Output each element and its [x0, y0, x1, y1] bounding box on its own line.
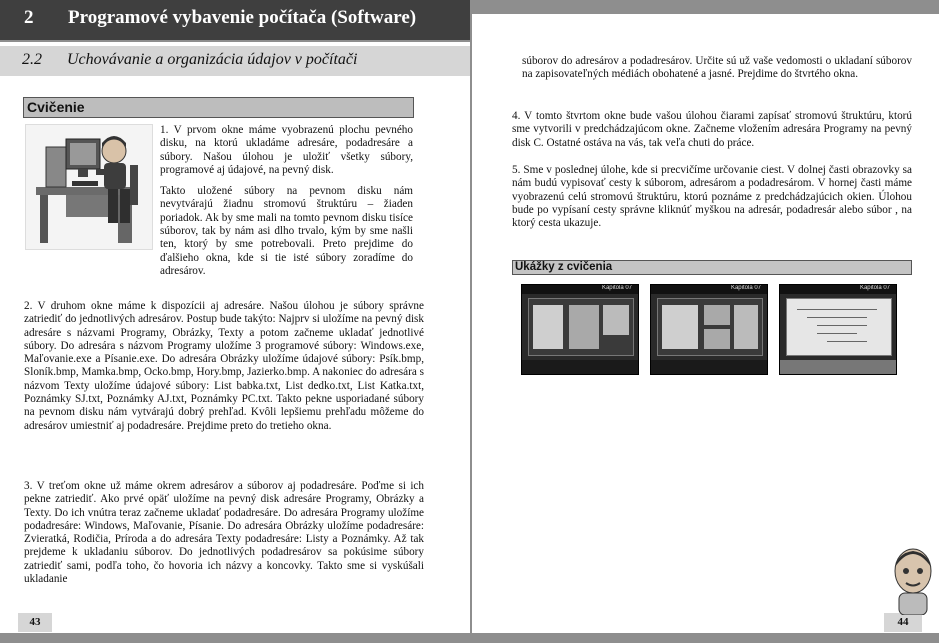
exercise-heading: Cvičenie	[23, 97, 414, 118]
boy-at-computer-illustration	[25, 124, 153, 250]
chapter-title: Programové vybavenie počítača (Software)	[68, 7, 417, 28]
page-number-right: 44	[884, 613, 922, 632]
exercise-screenshot-2	[650, 284, 768, 375]
section-number: 2.2	[22, 51, 42, 68]
paragraph-1-a: 1. V prvom okne máme vyobrazenú plochu pevného disku, na ktorú ukladáme adresáre, podadresáre a súbory. Našou úlohou je uložiť všetky súbory, programové aj údajové, na pevný disk.	[160, 124, 413, 176]
chapter-header	[0, 0, 470, 40]
page-number-left: 43	[18, 613, 52, 632]
section-title: Uchovávanie a organizácia údajov v počítači	[67, 51, 358, 68]
exercise-screenshot-1	[521, 284, 639, 375]
screenshot-caption: Kapitola 07	[859, 285, 890, 291]
paragraph-2: 2. V druhom okne máme k dispozícii aj adresáre. Našou úlohou je súbory správne zatriediť do jednotlivých adresárov. Postup bude takýto: Najprv si uložíme na pevný disk adresáre s názvami Programy, Obrázky, Texty a potom začneme ukladať jednotlivé súbory. Do adresára s názvom Programy uložíme 3 programové súbory: Windows.exe, Maľovanie.exe a Písanie.exe. Do adresára Obrázky uložíme údajové súbory: Psík.bmp, Sloník.bmp, Mamka.bmp, Ocko.bmp, Hory.bmp, Jazierko.bmp. A nakoniec do adresára s názvom Texty uložíme údajové súbory: List babka.txt, List dedko.txt, List Katka.txt, Poznámky SJ.txt, Poznámky AJ.txt, Poznámky PC.txt. Takto pekne usporiadané súbory na pevnom disku nám vytvárajú dobrý prehľad. Kvôli lepšiemu prehľadu môžeme do adresárov umiestniť aj podadresáre. Prejdime preto do tretieho okna.	[24, 300, 424, 432]
screenshot-caption: Kapitola 07	[730, 285, 761, 291]
paragraph-1	[160, 124, 413, 284]
section-header	[0, 46, 470, 76]
paragraph-5: 5. Sme v poslednej úlohe, kde si precvičíme určovanie ciest. V dolnej časti obrazovky sa nám budú vypisovať cesty k súborom, adresárom a podadresárom. V hornej časti máme vyobrazenú celú stromovú štruktúru, ktorú poznáme z predchádzajúcich okien. Úlohou bude po vypísaní cesty správne kliknúť myškou na adresár, podadresár alebo súbor , na ktorý cesta ukazuje.	[512, 164, 912, 230]
paragraph-1-b: Takto uložené súbory na pevnom disku nám nevytvárajú žiadnu stromovú štruktúru – žiaden poriadok. Ak by sme mali na tomto pevnom disku tisíce súborov, tak by nám asi dlho trvalo, kým by sme našli ten, ktorý by sme potrebovali. Preto prejdime do ďalšieho okna, kde si tie isté súbory zoradíme do adresárov.	[160, 185, 413, 277]
screenshot-caption: Kapitola 07	[601, 285, 632, 291]
paragraph-continued: súborov do adresárov a podadresárov. Určite sú už vaše vedomosti o ukladaní súborov na zapisovateľných médiách obohatené a jasné. Prejdime do štvrtého okna.	[522, 55, 912, 81]
exercise-screenshot-3	[779, 284, 897, 375]
chapter-number: 2	[24, 7, 34, 28]
samples-heading: Ukážky z cvičenia	[512, 260, 912, 275]
cartoon-boy-avatar	[890, 545, 936, 615]
paragraph-3: 3. V treťom okne už máme okrem adresárov a súborov aj podadresáre. Poďme si ich pekne zatriediť. Ako prvé opäť uložíme na pevný disk adresáre Programy, Obrázky a Texty. Do ich vnútra teraz začneme ukladať podadresáre. Do adresára Programy uložíme podadresáre: Windows, Maľovanie, Písanie. Do adresára Obrázky uložíme podadresáre: Zvieratká, Rodičia, Príroda a do adresára Texty podadresáre: Listy a Poznámky. Až tak prejdeme k ukladaniu súborov. Do jednotlivých podadresárov sa pokúsime súbory zatriediť sami, podľa toho, čo hovoria ich názvy a koncovky. Takto sme si vyskúšali ukladanie	[24, 480, 424, 586]
paragraph-4: 4. V tomto štvrtom okne bude vašou úlohou čiarami zapísať stromovú štruktúru, ktorú sme vytvorili v predchádzajúcom okne. Začneme vložením adresára Programy na pevný disk C. Ostatné ostáva na vás, tak veľa chuti do práce.	[512, 110, 912, 149]
